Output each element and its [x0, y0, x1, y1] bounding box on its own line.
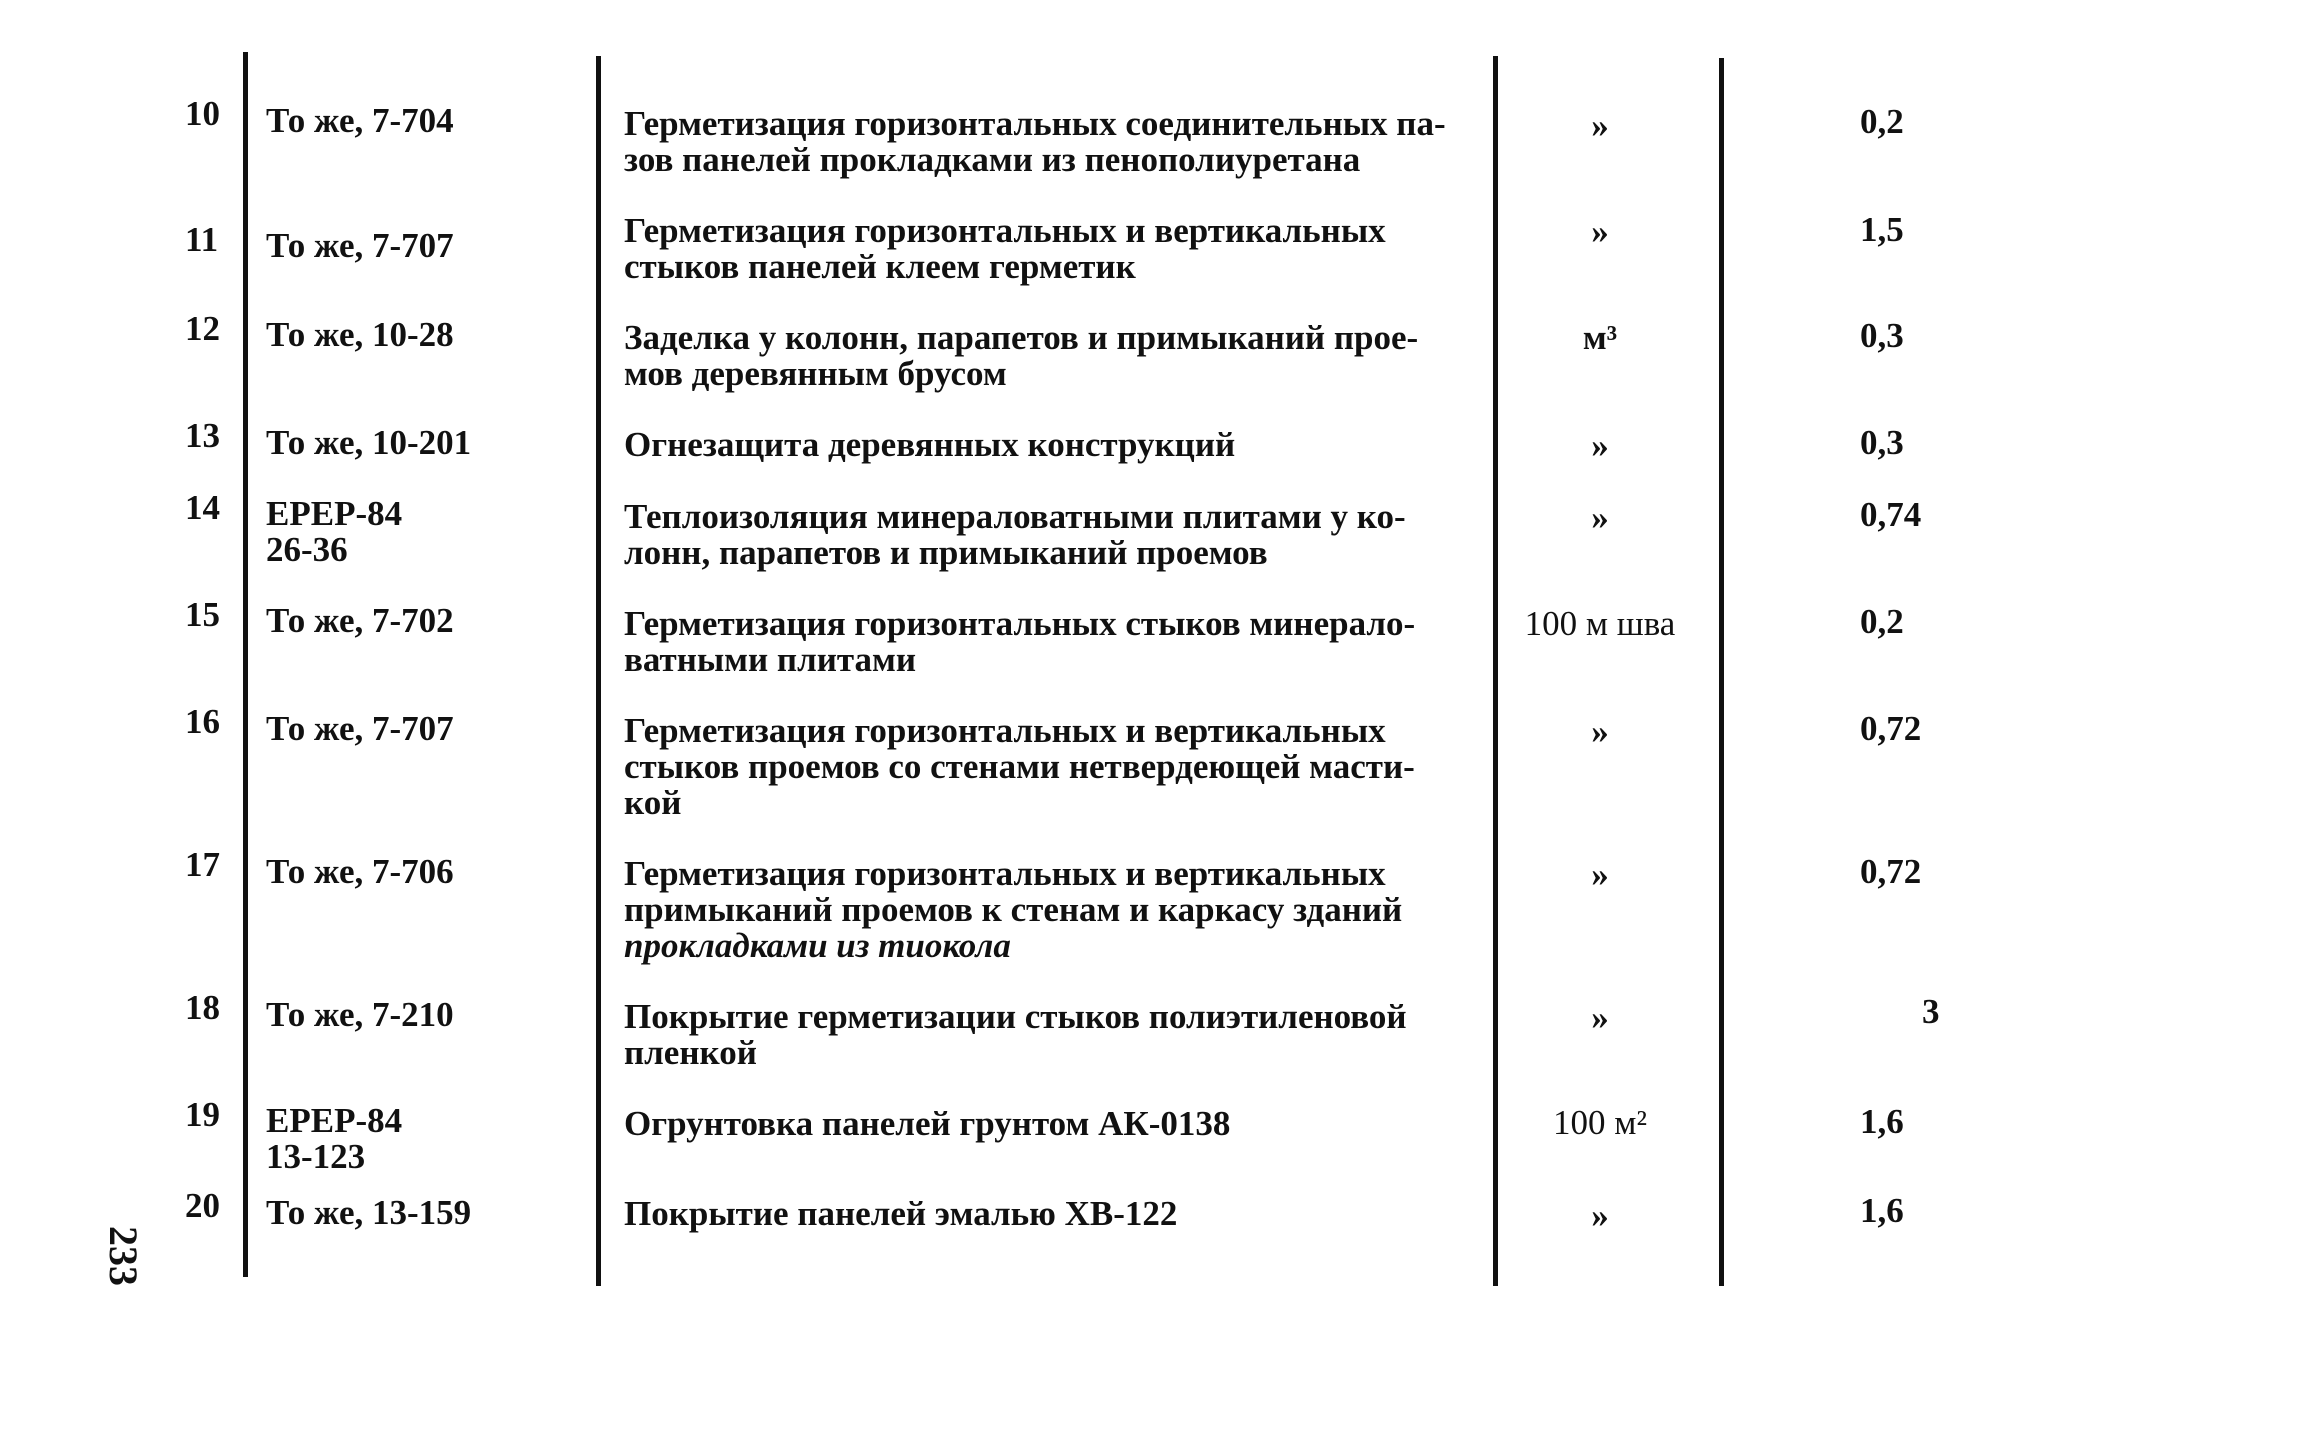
- row-description: Теплоизоляция минераловатными плитами у ко- лонн, парапетов и примыканий проемов: [624, 497, 1406, 572]
- row-number: 13: [185, 416, 220, 455]
- row-source: То же, 7-702: [266, 601, 454, 640]
- row-quantity: 0,74: [1860, 495, 1922, 534]
- row-description: Огрунтовка панелей грунтом АК-0138: [624, 1104, 1231, 1143]
- row-unit: 100 м²: [1553, 1103, 1647, 1142]
- row-description: Герметизация горизонтальных и вертикальных примыканий проемов к стенам и каркасу зданий прокладками из тиокола: [624, 854, 1403, 965]
- row-number: 12: [185, 309, 220, 348]
- row-unit: »: [1591, 855, 1609, 894]
- row-unit: »: [1591, 498, 1609, 537]
- row-quantity: 1,6: [1860, 1102, 1904, 1141]
- row-description: Покрытие герметизации стыков полиэтиленовой пленкой: [624, 997, 1407, 1072]
- row-number: 14: [185, 488, 220, 527]
- row-source: То же, 10-201: [266, 423, 472, 462]
- row-description: Покрытие панелей эмалью ХВ-122: [624, 1194, 1178, 1233]
- row-unit: »: [1591, 212, 1609, 251]
- row-unit: »: [1591, 106, 1609, 145]
- row-unit: »: [1591, 712, 1609, 751]
- row-quantity: 3: [1922, 992, 1940, 1031]
- row-quantity: 0,2: [1860, 602, 1904, 641]
- row-quantity: 0,3: [1860, 316, 1904, 355]
- row-unit: м³: [1582, 318, 1618, 357]
- row-description: Заделка у колонн, парапетов и примыканий прое- мов деревянным брусом: [624, 318, 1419, 393]
- row-description: Герметизация горизонтальных соединительных па- зов панелей прокладками из пенополиуретана: [624, 104, 1446, 179]
- row-description: Огнезащита деревянных конструкций: [624, 425, 1236, 464]
- row-source: То же, 7-706: [266, 852, 454, 891]
- row-description: Герметизация горизонтальных и вертикальных стыков проемов со стенами нетвердеющей масти- кой: [624, 711, 1415, 822]
- row-quantity: 0,2: [1860, 102, 1904, 141]
- row-quantity: 0,3: [1860, 423, 1904, 462]
- row-source: То же, 7-707: [266, 226, 454, 265]
- row-number: 10: [185, 94, 220, 133]
- row-source: То же, 7-704: [266, 101, 454, 140]
- row-unit: »: [1591, 1196, 1609, 1235]
- row-source: То же, 7-210: [266, 995, 454, 1034]
- row-number: 15: [185, 595, 220, 634]
- row-number: 11: [185, 220, 219, 259]
- row-number: 20: [185, 1186, 220, 1225]
- row-quantity: 0,72: [1860, 852, 1922, 891]
- row-number: 17: [185, 845, 220, 884]
- table-rule-source: [596, 56, 601, 1286]
- row-quantity: 1,6: [1860, 1191, 1904, 1230]
- page-number: 233: [101, 1226, 146, 1286]
- row-source: То же, 13-159: [266, 1193, 472, 1232]
- row-quantity: 1,5: [1860, 210, 1904, 249]
- row-source: То же, 10-28: [266, 315, 454, 354]
- row-number: 16: [185, 702, 220, 741]
- row-quantity: 0,72: [1860, 709, 1922, 748]
- row-number: 18: [185, 988, 220, 1027]
- row-number: 19: [185, 1095, 220, 1134]
- row-source: То же, 7-707: [266, 709, 454, 748]
- row-unit: »: [1591, 426, 1609, 465]
- table-rule-left: [243, 52, 248, 1277]
- row-unit: »: [1591, 998, 1609, 1037]
- row-source: ЕРЕР-84 13-123: [266, 1101, 403, 1176]
- row-description: Герметизация горизонтальных и вертикальных стыков панелей клеем герметик: [624, 211, 1386, 286]
- row-unit: 100 м шва: [1524, 604, 1676, 643]
- row-source: ЕРЕР-84 26-36: [266, 494, 403, 569]
- row-description: Герметизация горизонтальных стыков минерало- ватными плитами: [624, 604, 1416, 679]
